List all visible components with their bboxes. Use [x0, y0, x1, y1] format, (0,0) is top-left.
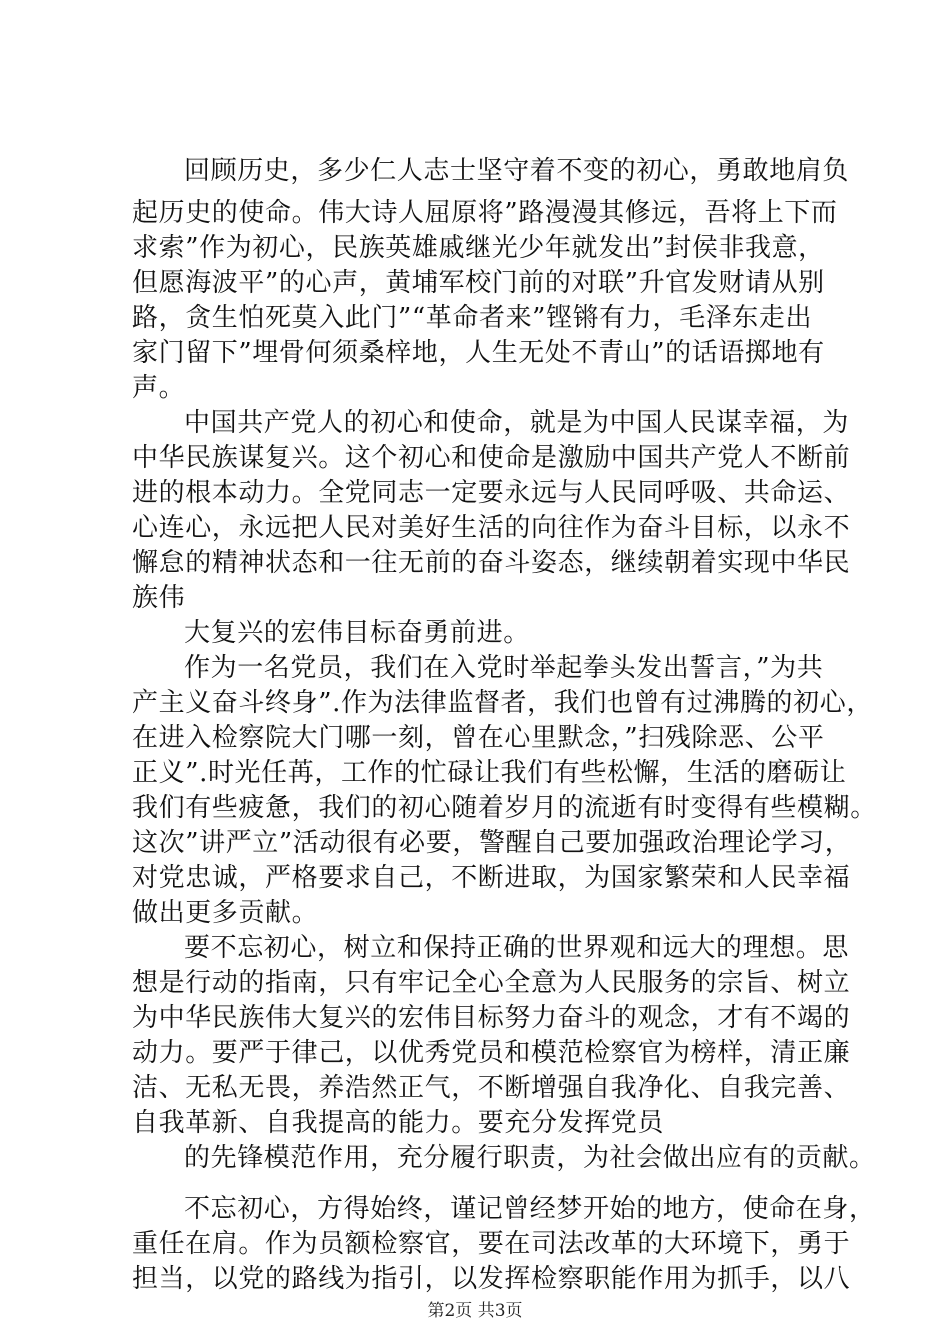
text-line: 中华民族谋复兴。这个初心和使命是激励中国共产党人不断前: [132, 443, 851, 473]
text-line: 求索”作为初心，民族英雄戚继光少年就发出”封侯非我意，: [132, 233, 825, 263]
text-line: 家门留下”埋骨何须桑梓地，人生无处不青山”的话语掷地有: [132, 338, 825, 368]
text-line: 产主义奋斗终身”.作为法律监督者，我们也曾有过沸腾的初心，: [132, 688, 873, 718]
text-line: 路，贪生怕死莫入此门”“革命者来”铿锵有力，毛泽东走出: [132, 303, 813, 333]
text-line: 中国共产党人的初心和使命，就是为中国人民谋幸福，为: [184, 408, 850, 438]
text-line: 大复兴的宏伟目标奋勇前进。: [184, 618, 530, 648]
text-line: 想是行动的指南，只有牢记全心全意为人民服务的宗旨、树立: [132, 968, 851, 998]
text-line: 进的根本动力。全党同志一定要永远与人民同呼吸、共命运、: [132, 478, 851, 508]
text-line: 在进入检察院大门哪一刻，曾在心里默念，”扫残除恶、公平: [132, 723, 825, 753]
text-line: 重任在肩。作为员额检察官，要在司法改革的大环境下，勇于: [132, 1229, 851, 1259]
text-line: 这次”讲严立”活动很有必要，警醒自己要加强政治理论学习，: [132, 828, 852, 858]
text-line: 族伟: [132, 583, 186, 613]
text-line: 担当，以党的路线为指引，以发挥检察职能作用为抓手，以八: [132, 1264, 851, 1294]
text-line: 声。: [132, 373, 186, 403]
text-line: 对党忠诚，严格要求自己，不断进取，为国家繁荣和人民幸福: [132, 863, 851, 893]
text-line: 动力。要严于律己，以优秀党员和模范检察官为榜样，清正廉: [132, 1038, 851, 1068]
text-line: 起历史的使命。伟大诗人屈原将”路漫漫其修远，吾将上下而: [132, 198, 838, 228]
text-line: 做出更多贡献。: [132, 898, 319, 928]
text-line: 我们有些疲惫，我们的初心随着岁月的流逝有时变得有些模糊。: [132, 793, 877, 823]
text-line: 心连心，永远把人民对美好生活的向往作为奋斗目标，以永不: [132, 513, 851, 543]
text-line: 的先锋模范作用，充分履行职责，为社会做出应有的贡献。: [184, 1143, 876, 1173]
text-line: 回顾历史，多少仁人志士坚守着不变的初心，勇敢地肩负: [184, 156, 850, 186]
text-line: 为中华民族伟大复兴的宏伟目标努力奋斗的观念，才有不竭的: [132, 1003, 851, 1033]
text-line: 但愿海波平”的心声，黄埔军校门前的对联”升官发财请从别: [132, 268, 825, 298]
text-line: 自我革新、自我提高的能力。要充分发挥党员: [132, 1108, 665, 1138]
text-line: 洁、无私无畏，养浩然正气，不断增强自我净化、自我完善、: [132, 1073, 851, 1103]
text-line: 正义”.时光任苒，工作的忙碌让我们有些松懈，生活的磨砺让: [132, 758, 847, 788]
text-line: 不忘初心，方得始终，谨记曾经梦开始的地方，使命在身，: [184, 1194, 876, 1224]
text-line: 要不忘初心，树立和保持正确的世界观和远大的理想。思: [184, 933, 850, 963]
page-footer: 第2页 共3页: [427, 1301, 523, 1321]
text-line: 懈怠的精神状态和一往无前的奋斗姿态，继续朝着实现中华民: [132, 548, 851, 578]
text-line: 作为一名党员，我们在入党时举起拳头发出誓言，”为共: [184, 653, 824, 683]
